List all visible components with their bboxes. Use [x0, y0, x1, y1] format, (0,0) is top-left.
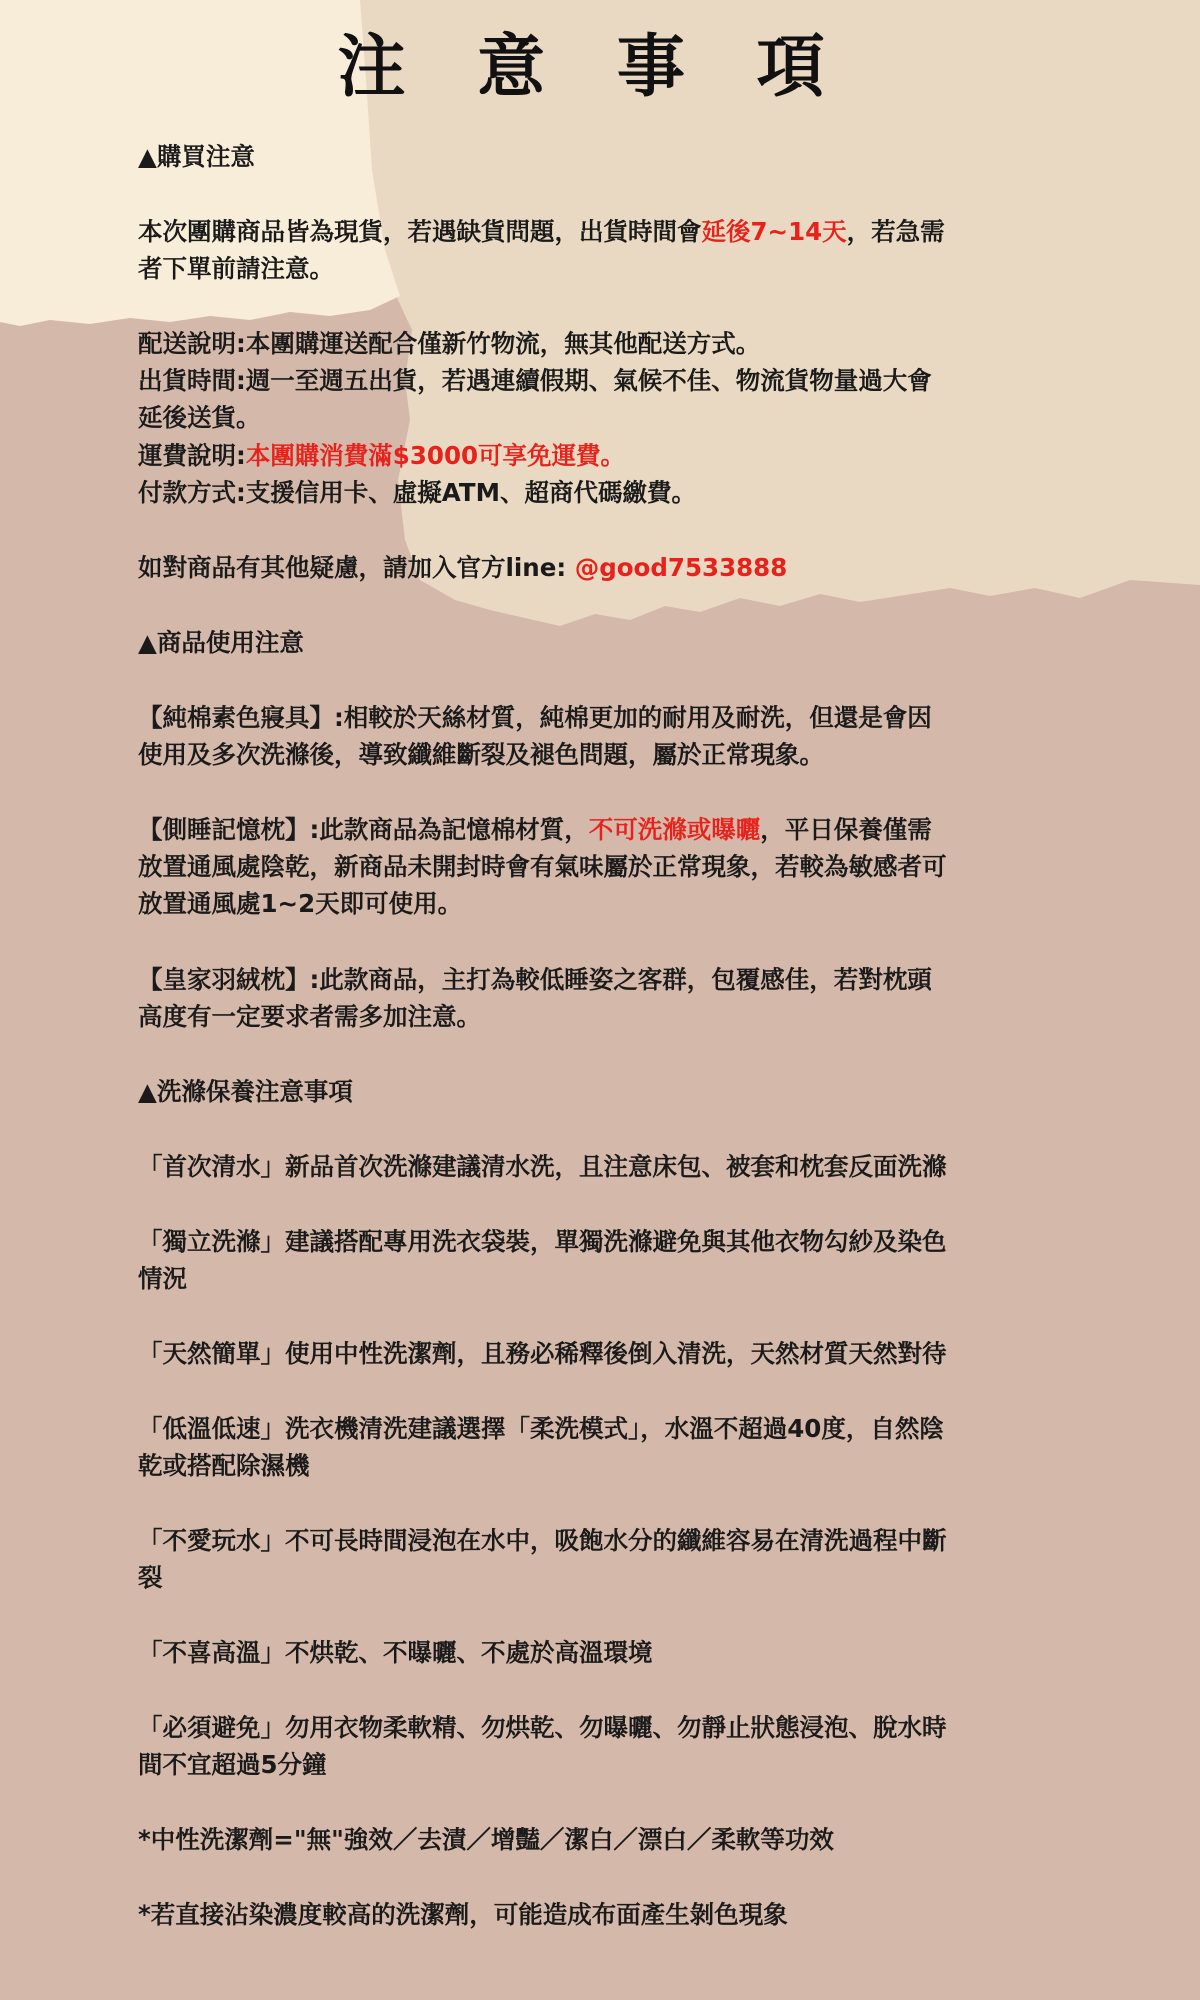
section-header-washing: ▲洗滌保養注意事項 [138, 1077, 353, 1106]
wash-first-rinse: 「首次清水」新品首次洗滌建議清水洗，且注意床包、被套和枕套反面洗滌 [138, 1152, 947, 1181]
page-title: 注 意 事 項 [337, 28, 849, 107]
purchase-intro-text: 本次團購商品皆為現貨，若遇缺貨問題，出貨時間會 [138, 217, 702, 246]
line-id-link[interactable]: @good7533888 [574, 553, 788, 582]
side-pillow-line-1 [138, 811, 1038, 848]
note-neutral-detergent: *中性洗潔劑="無"強效／去漬／增豔／潔白／漂白／柔軟等功效 [138, 1825, 834, 1854]
section-header-purchase: ▲購買注意 [138, 142, 255, 171]
payment-info: 付款方式:支援信用卡、虛擬ATM、超商代碼繳費。 [138, 478, 696, 507]
note-concentrated-detergent: *若直接沾染濃度較高的洗潔劑，可能造成布面產生剝色現象 [138, 1900, 788, 1929]
delay-highlight: 延後7~14天 [701, 217, 847, 246]
royal-pillow-line-2: 高度有一定要求者需多加注意。 [138, 1002, 481, 1031]
side-pillow-line-3: 放置通風處1~2天即可使用。 [138, 889, 463, 918]
shipping-fee-label: 運費說明: [138, 441, 246, 470]
wash-no-heat: 「不喜高溫」不烘乾、不曝曬、不處於高溫環境 [138, 1638, 653, 1667]
ship-time-line-2: 延後送貨。 [138, 403, 261, 432]
section-header-usage: ▲商品使用注意 [138, 628, 304, 657]
bedding-note-line-2: 使用及多次洗滌後，導致纖維斷裂及褪色問題，屬於正常現象。 [138, 740, 824, 769]
wash-no-soak-line-1: 「不愛玩水」不可長時間浸泡在水中，吸飽水分的纖維容易在清洗過程中斷 [138, 1526, 947, 1555]
royal-pillow-line-1: 【皇家羽絨枕】:此款商品，主打為較低睡姿之客群，包覆感佳，若對枕頭 [138, 965, 932, 994]
no-wash-highlight: 不可洗滌或曝曬 [588, 815, 761, 844]
wash-separate-line-2: 情況 [138, 1264, 187, 1293]
purchase-intro-line-2: 者下單前請注意。 [138, 254, 334, 283]
line-contact [138, 549, 1038, 586]
delivery-info: 配送說明:本團購運送配合僅新竹物流，無其他配送方式。 [138, 329, 761, 358]
shipping-fee-info [138, 437, 1038, 474]
wash-avoid-line-1: 「必須避免」勿用衣物柔軟精、勿烘乾、勿曝曬、勿靜止狀態浸泡、脫水時 [138, 1713, 947, 1742]
ship-time-line-1: 出貨時間:週一至週五出貨，若遇連續假期、氣候不佳、物流貨物量過大會 [138, 366, 932, 395]
side-pillow-text-end: ，平日保養僅需 [760, 815, 932, 844]
wash-avoid-line-2: 間不宜超過5分鐘 [138, 1750, 327, 1779]
wash-no-soak-line-2: 裂 [138, 1563, 163, 1592]
line-contact-text: 如對商品有其他疑慮，請加入官方line: [138, 553, 575, 582]
free-shipping-highlight: 本團購消費滿$3000可享免運費。 [245, 441, 626, 470]
side-pillow-line-2: 放置通風處陰乾，新商品未開封時會有氣味屬於正常現象，若較為敏感者可 [138, 852, 947, 881]
wash-natural: 「天然簡單」使用中性洗潔劑，且務必稀釋後倒入清洗，天然材質天然對待 [138, 1339, 947, 1368]
purchase-intro-text-end: ，若急需 [846, 217, 945, 246]
wash-low-temp-line-1: 「低溫低速」洗衣機清洗建議選擇「柔洗模式」，水溫不超過40度，自然陰 [138, 1414, 944, 1443]
wash-separate-line-1: 「獨立洗滌」建議搭配專用洗衣袋裝，單獨洗滌避免與其他衣物勾紗及染色 [138, 1227, 947, 1256]
wash-low-temp-line-2: 乾或搭配除濕機 [138, 1451, 310, 1480]
bedding-note-line-1: 【純棉素色寢具】:相較於天絲材質，純棉更加的耐用及耐洗，但還是會因 [138, 703, 932, 732]
side-pillow-text: 【側睡記憶枕】:此款商品為記憶棉材質， [138, 815, 589, 844]
purchase-intro-line-1 [138, 213, 1038, 250]
